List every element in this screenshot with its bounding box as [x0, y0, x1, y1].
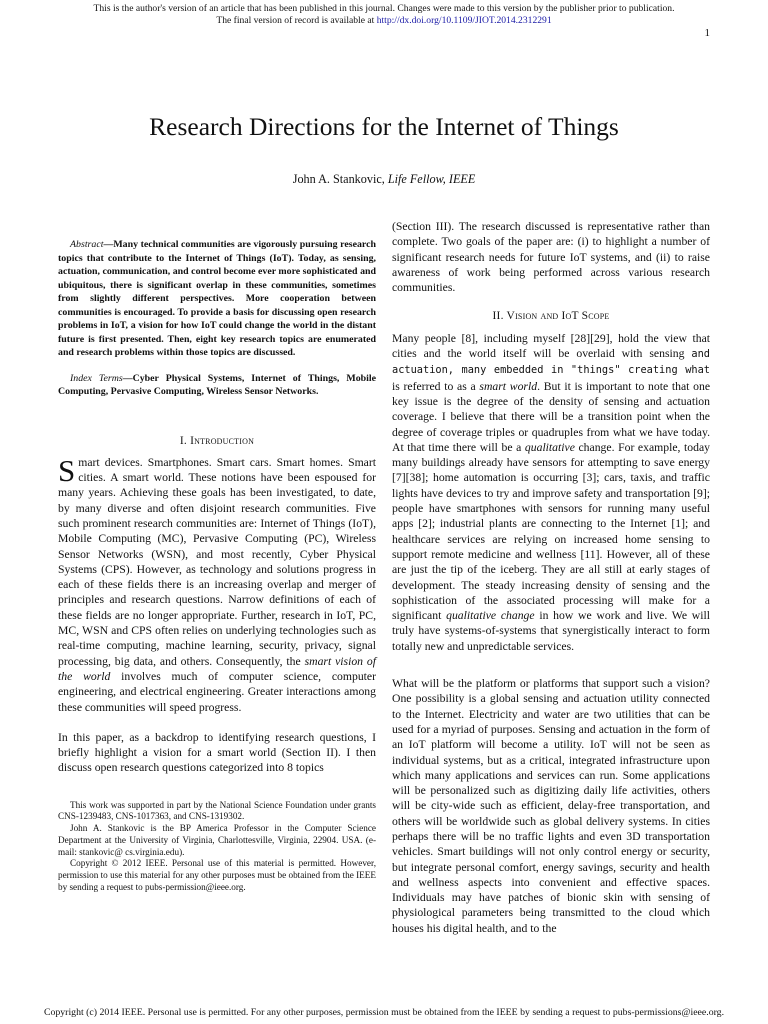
footnote-funding: This work was supported in part by the National Science Foundation under grants CNS-1239483, CNS-1017363, and CNS-1319302. [58, 799, 376, 822]
index-terms-label: Index Terms [70, 372, 123, 384]
drop-cap: S [58, 452, 76, 488]
doi-notice [0, 15, 768, 27]
paper-title: Research Directions for the Internet of Things [149, 112, 619, 141]
author-name: John A. Stankovic, [292, 172, 385, 186]
abstract [58, 238, 376, 360]
left-column [58, 238, 376, 893]
section-title: Introduction [190, 434, 255, 447]
section-number: I. [179, 434, 187, 447]
mono-text: and actuation, many embedded in "things" creating what [392, 348, 710, 377]
author-role: Life Fellow, IEEE [387, 172, 476, 186]
index-terms-text: —Cyber Physical Systems, Internet of Things, Mobile Computing, Pervasive Computing, Wireless Sensor Networks. [58, 372, 376, 397]
vision-paragraph-1: Many people [8], including myself [28][29], hold the view that cities and the world itself will be overlaid with sensing and actuation, many embedded in "things" creating what is referred to as a smart world. But it is important to note that one key issue is the degree of the density of sensing and actuation coverage. I believe that there will be a transition point when the degree of coverage triples or quadruples from what we have today. At that time there will be a qualitative change. For example, today many buildings already have sensors for attempting to save energy [7][38]; home automation is occurring [3]; cars, taxis, and traffic lights have devices to try and improve safety and transportation [9]; people have smartphones with sensors for running many useful apps [2]; industrial plants are connecting to the Internet [1]; and healthcare services are relying on increased home sensing to support remote medicine and wellness [11]. However, all of these are just the tip of the iceberg. They are all still at early stages of development. The steady increasing density of sensing and the sophistication of the associated processing will make for a significant qualitative change in how we work and live. We will truly have systems-of-systems that synergistically interact to form totally new and unpredictable services. [392, 331, 711, 653]
doi-link[interactable]: http://dx.doi.org/10.1109/JIOT.2014.2312291 [376, 15, 552, 26]
doi-prefix: The final version of record is available at [216, 15, 375, 26]
right-paragraph-0: (Section III). The research discussed is representative rather than complete. Two goals of the paper are: (i) to highlight a number of significant research needs for future IoT systems, and (ii) to raise awareness of work being performed across various research communities. [392, 220, 710, 295]
intro-paragraph-1: Smart devices. Smartphones. Smart cars. Smart homes. Smart cities. A smart world. These notions have been espoused for many years. Achieving these goals has been investigated, to date, by many diverse and often disjoint research communities. Five such prominent research communities are: Internet of Things (IoT), Mobile Computing (MC), Pervasive Computing (PC), Wireless Sensor Networks (WSN), and most recently, Cyber Physical Systems (CPS). However, as technology and solutions progress in each of these fields there is an increasing overlap and merger of principles and research questions. Narrow definitions of each of these fields are no longer appropriate. Further, research in IoT, PC, MC, WSN and CPS often relies on underlying technologies such as real-time computing, machine learning, security, privacy, signal processing, big data, and others. Consequently, the smart vision of the world involves much of computer science, computer engineering, and electrical engineering. Greater interactions among these communities will speed progress. [58, 452, 377, 714]
section-number: II. [492, 310, 504, 323]
abstract-text: —Many technical communities are vigorously pursuing research topics that contribute to the Internet of Things (IoT). Today, as sensing, actuation, communication, and control become ever more sophisticated and ubiquitous, there is significant overlap in these communities, sometimes from slightly different perspectives. More cooperation between communities is encouraged. To provide a basis for discussing open research problems in IoT, a vision for how IoT could change the world in the distant future is first presented. Then, eight key research topics are enumerated and research problems within those topics are discussed. [58, 239, 376, 358]
intro-paragraph-2: In this paper, as a backdrop to identifying research questions, I briefly highlight a vision for a smart world (Section II). I then discuss open research questions categorized into 8 topics [58, 730, 376, 775]
copyright-footer: Copyright (c) 2014 IEEE. Personal use is permitted. For any other purposes, permission must be obtained from the IEEE by sending a request to pubs-permissions@ieee.org. [43, 1007, 725, 1018]
index-terms [58, 372, 376, 399]
section-heading-introduction [58, 434, 376, 449]
footnotes [58, 800, 376, 894]
section-heading-vision [392, 309, 710, 324]
journal-notice: This is the author's version of an article that has been published in this journal. Changes were made to this version by the publisher prior to publication. [93, 3, 675, 14]
section-title: Vision and IoT Scope [506, 310, 610, 323]
footnote-copyright: Copyright © 2012 IEEE. Personal use of this material is permitted. However, permission to use this material for any other purposes must be obtained from the IEEE by sending a request to pubs-permission@ieee.org. [58, 858, 376, 892]
smart-vision-italic: smart vision of the world [58, 654, 377, 683]
right-column [392, 219, 710, 936]
page-number: 1 [704, 27, 710, 39]
author-line [0, 172, 768, 187]
abstract-label: Abstract [70, 239, 104, 250]
footnote-author: John A. Stankovic is the BP America Professor in the Computer Science Department at the University of Virginia, Charlottesville, Virginia, 22904. USA. (e-mail: stankovic@ cs.virginia.edu). [58, 823, 376, 857]
vision-paragraph-2: What will be the platform or platforms that support such a vision? One possibility is a global sensing and actuation utility connected to the Internet. Electricity and water are two utilities that can be used for a myriad of purposes. Sensing and actuation in the form of an IoT platform will become a utility. IoT will not be seen as individual systems, but as a critical, integrated infrastructure upon which many applications and services can run. Some applications will be personalized such as digitizing daily life activities, others will be city-wide such as efficient, delay-free transportation, and others will be worldwide such as global delivery systems. In cities perhaps there will be no traffic lights and even 3D transportation vehicles. Smart buildings will not only control energy or security, but integrate personal comfort, energy savings, security and health and wellness aspects into convenient and effective spaces. Individuals may have patches of bionic skin with sensing of physiological parameters being transmitted to the cloud which houses his digital health, and to the [392, 677, 710, 935]
